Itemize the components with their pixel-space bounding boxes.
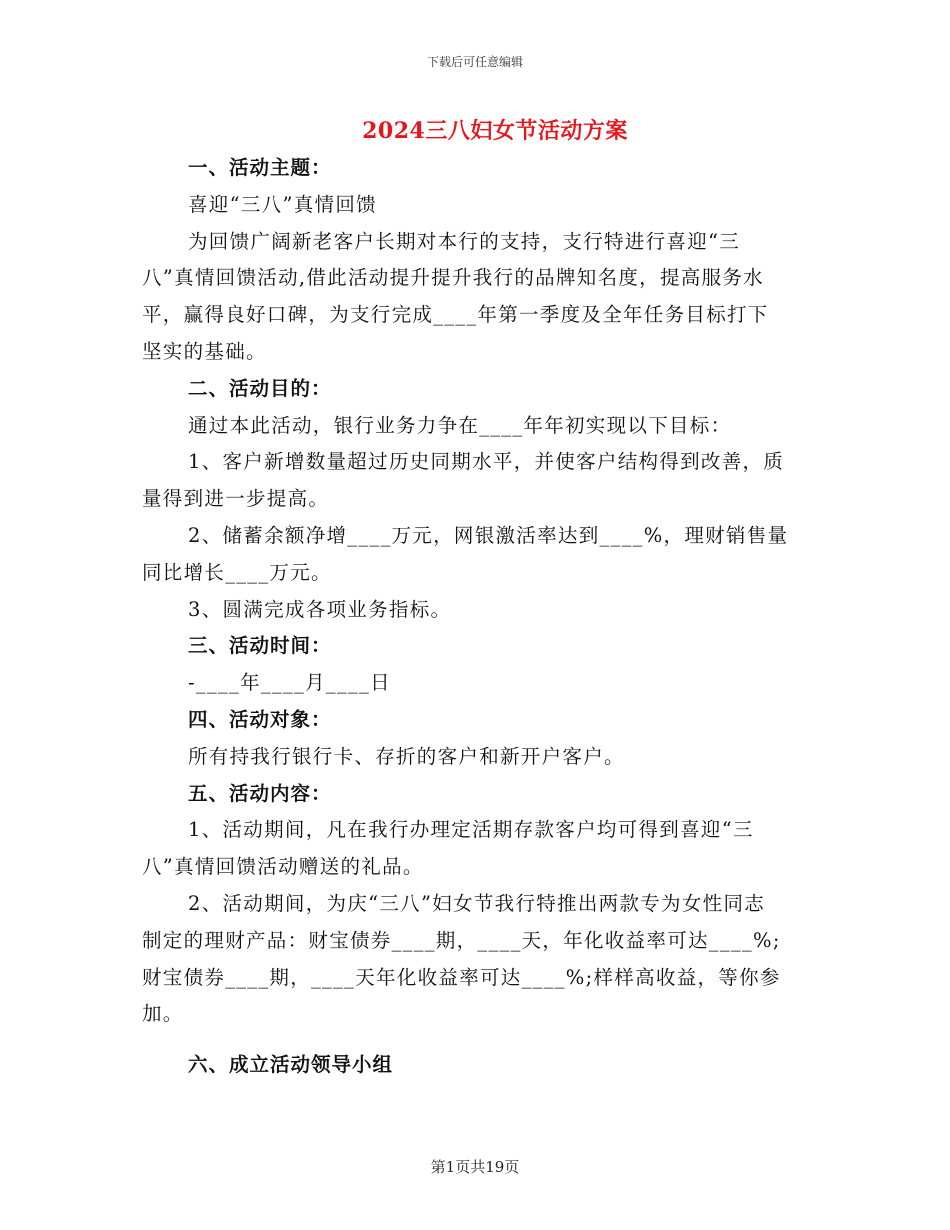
text-line: 通过本此活动，银行业务力争在____年年初实现以下目标： — [188, 413, 732, 437]
page-footer: 第1页共19页 — [430, 1158, 520, 1176]
section-heading: 五、活动内容： — [188, 781, 332, 805]
document-body — [142, 150, 810, 1084]
text-line: -____年____月____日 — [188, 671, 391, 695]
text-line: 3、圆满完成各项业务指标。 — [188, 597, 452, 621]
text-line: 2、活动期间，为庆“三八”妇女节我行特推出两款专为女性同志 — [188, 891, 766, 915]
text-line: 八”真情回馈活动赠送的礼品。 — [142, 855, 424, 879]
section-heading: 一、活动主题： — [188, 156, 332, 179]
text-line: 同比增长____万元。 — [142, 560, 332, 584]
text-line: 量得到进一步提高。 — [142, 487, 330, 511]
text-line: 财宝债券____期，____天年化收益率可达____%;样样高收益，等你参 — [142, 965, 781, 989]
section-heading: 三、活动时间： — [188, 634, 332, 658]
text-line: 平，赢得良好口碑，为支行完成____年第一季度及全年任务目标打下 — [142, 303, 769, 327]
text-line: 坚实的基础。 — [142, 339, 267, 363]
section-heading: 六、成立活动领导小组 — [188, 1053, 394, 1077]
section-heading: 二、活动目的： — [188, 376, 332, 400]
paragraph-gap — [142, 1033, 810, 1047]
text-line: 1、客户新增数量超过历史同期水平，并使客户结构得到改善，质 — [188, 450, 785, 474]
section-heading: 四、活动对象： — [188, 707, 332, 731]
text-line: 制定的理财产品：财宝债券____期，____天，年化收益率可达____%; — [142, 928, 781, 952]
text-line: 八”真情回馈活动,借此活动提升提升我行的品牌知名度，提高服务水 — [142, 266, 764, 290]
text-line: 1、活动期间，凡在我行办理定活期存款客户均可得到喜迎“三 — [188, 818, 754, 842]
text-line: 所有持我行银行卡、存折的客户和新开户客户。 — [188, 744, 625, 768]
document-title: 2024三八妇女节活动方案 — [362, 118, 628, 144]
text-line: 加。 — [142, 1002, 184, 1026]
text-line: 2、储蓄余额净增____万元，网银激活率达到____%，理财销售量 — [188, 523, 789, 547]
text-line: 为回馈广阔新老客户长期对本行的支持，支行特进行喜迎“三 — [188, 229, 741, 253]
text-line: 喜迎“三八”真情回馈 — [188, 192, 377, 216]
header-note: 下载后可任意编辑 — [426, 55, 523, 69]
